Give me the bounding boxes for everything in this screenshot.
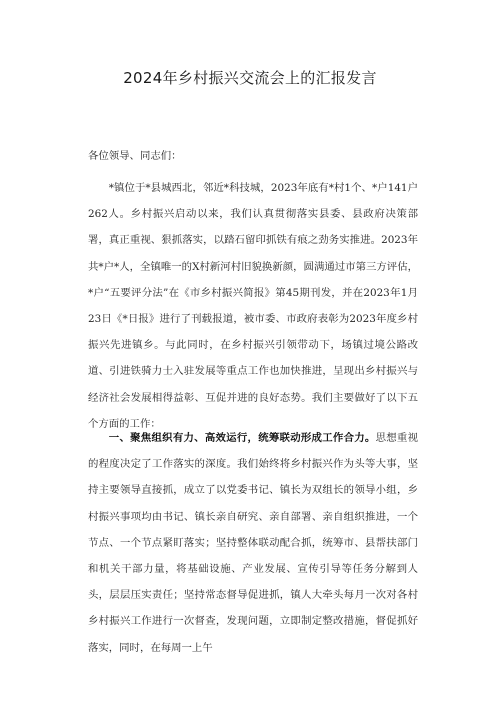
document-title: 2024年乡村振兴交流会上的汇报发言 bbox=[123, 69, 377, 87]
paragraph-intro: *镇位于*县城西北，邻近*科技城，2023年底有*村1个、*户141户262人。乡村振兴启动以来，我们认真贯彻落实县委、县政府决策部署，真正重视、狠抓落实，以踏石留印抓铁有痕之劲务实推进。2023年共*户*人，全镇唯一的X村新河村旧貌换新颜，圆满通过市第三方评估，*户“五要评分法”在《市乡村振兴简报》第45期刊发，并在2023年1月23日《*日报》进行了刊载报道，被市委、市政府表彰为2023年度乡村振兴先进镇乡。与此同时，在乡村振兴引领带动下，场镇过境公路改道、引进铁骑力士入驻发展等重点工作也加快推进，呈现出乡村振兴与经济社会发展相得益彰、互促并进的良好态势。我们主要做好了以下五个方面的工作： bbox=[88, 182, 418, 430]
section-1-body: 思想重视的程度决定了工作落实的深度。我们始终将乡村振兴作为头等大事，坚持主要领导直接抓，成立了以党委书记、镇长为双组长的领导小组，乡村振兴事项均由书记、镇长亲自研究、亲自部署、亲自组织推进，一个节点、一个节点紧盯落实；坚持整体联动配合抓，统筹市、县帮扶部门和机关干部力量，将基础设施、产业发展、宣传引导等任务分解到人头，层层压实责任；坚持常态督导促进抓，镇人大牵头每月一次对各村乡村振兴工作进行一次督查，发现问题，立即制定整改措施，督促抓好落实，同时，在每周一上午 bbox=[88, 432, 418, 654]
salutation: 各位领导、同志们： bbox=[88, 150, 182, 162]
paragraph-section-1 bbox=[88, 425, 418, 661]
section-1-heading: 一、聚焦组织有力、高效运行，统筹联动形成工作合力。 bbox=[108, 432, 376, 444]
